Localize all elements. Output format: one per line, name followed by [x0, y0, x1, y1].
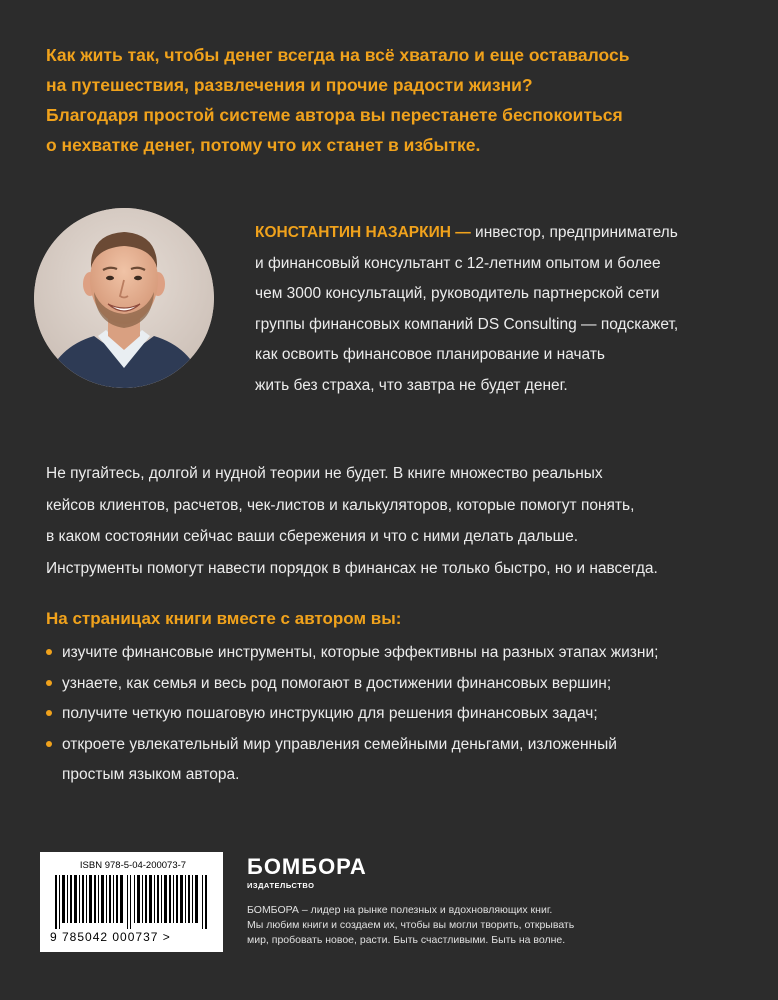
publisher-subtitle: ИЗДАТЕЛЬСТВО — [247, 881, 315, 890]
barcode-digits: 9 785042 000737 > — [50, 930, 171, 944]
list-item: получите четкую пошаговую инструкцию для решения финансовых задач; — [46, 699, 756, 730]
list-item: узнаете, как семья и весь род помогают в достижении финансовых вершин; — [46, 669, 756, 700]
publisher-logo — [247, 856, 367, 890]
publisher-name: БОМБОРА — [247, 854, 367, 879]
list-title: На страницах книги вместе с автором вы: — [46, 609, 402, 628]
list-item: откроете увлекательный мир управления семейными деньгами, изложенный простым языком автора. — [46, 730, 756, 791]
barcode-panel — [40, 852, 223, 952]
bullet-dot-icon — [46, 741, 52, 747]
barcode-icon — [53, 875, 211, 929]
lead-paragraph: Как жить так, чтобы денег всегда на всё хватало и еще оставалось на путешествия, развлечения и прочие радости жизни? Благодаря простой системе автора вы перестанете беспокоиться о нехватке денег, потому что их станет в избытке. — [46, 45, 630, 155]
isbn-label: ISBN 978-5-04-200073-7 — [79, 860, 187, 871]
bullet-dot-icon — [46, 649, 52, 655]
author-description: инвестор, предприниматель и финансовый консультант с 12-летним опытом и более чем 3000 консультаций, руководитель партнерской сети группы финансовых компаний DS Consulting — подскажет, как освоить финансовое планирование и начать жить без страха, что завтра не будет денег. — [255, 224, 679, 394]
benefits-list — [46, 638, 756, 791]
bullet-dot-icon — [46, 710, 52, 716]
list-item: изучите финансовые инструменты, которые эффективны на разных этапах жизни; — [46, 638, 756, 669]
author-name: КОНСТАНТИН НАЗАРКИН — — [255, 224, 471, 241]
bullet-dot-icon — [46, 680, 52, 686]
author-photo — [34, 208, 214, 388]
body-paragraph: Не пугайтесь, долгой и нудной теории не будет. В книге множество реальных кейсов клиентов, расчетов, чек-листов и калькуляторов, которые помогут понять, в каком состоянии сейчас ваши сбережения и что с ними делать дальше. Инструменты помогут навести порядок в финансах не только быстро, но и навсегда. — [46, 465, 658, 577]
author-bio — [255, 218, 755, 401]
publisher-about: БОМБОРА – лидер на рынке полезных и вдохновляющих книг. Мы любим книги и создаем их, чтобы вы могли творить, открывать мир, пробовать новое, расти. Быть счастливыми. Быть на волне. — [247, 904, 575, 946]
